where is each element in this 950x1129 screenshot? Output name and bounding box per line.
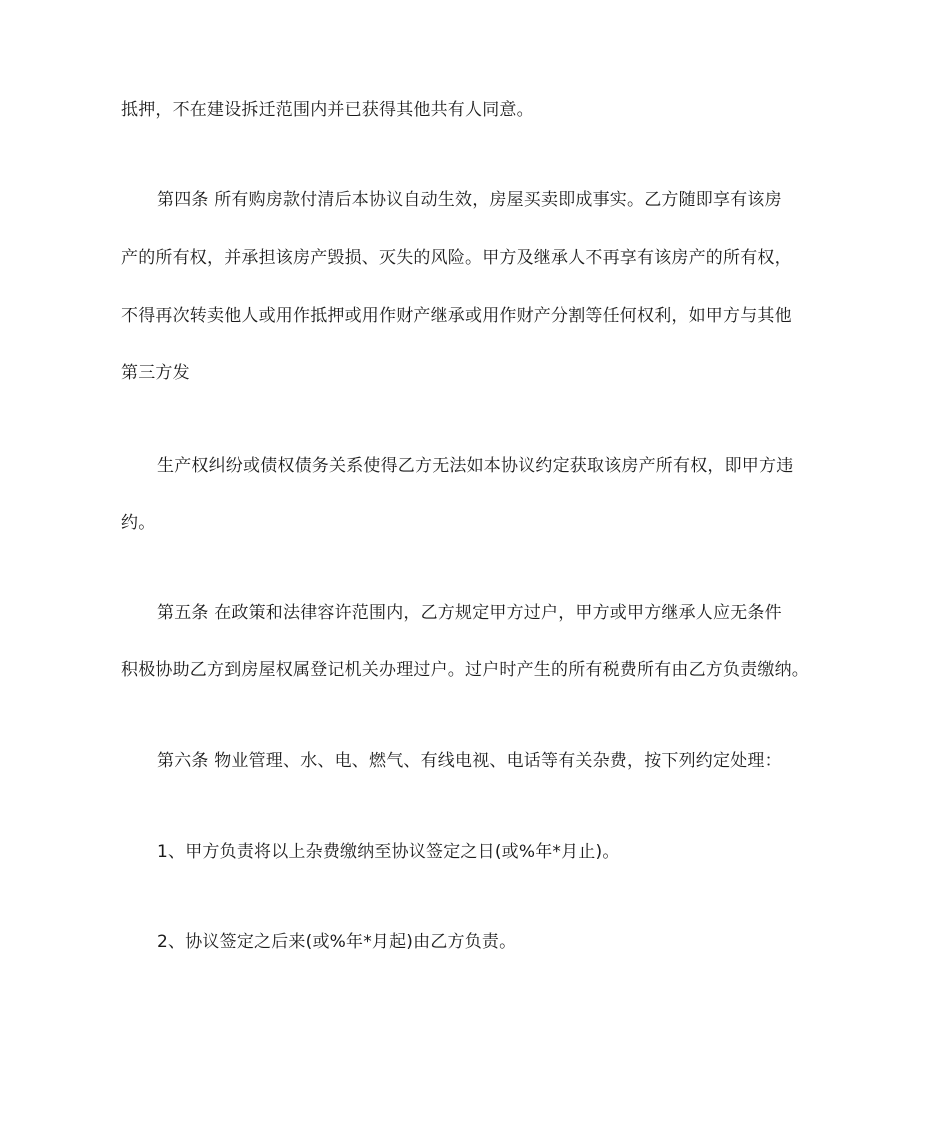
- text-line: 积极协助乙方到房屋权属登记机关办理过户。过户时产生的所有税费所有由乙方负责缴纳。: [121, 660, 809, 680]
- text-line: 2、协议签定之后来(或%年*月起)由乙方负责。: [157, 932, 517, 952]
- text-line: 第五条 在政策和法律容许范围内，乙方规定甲方过户，甲方或甲方继承人应无条件: [157, 603, 782, 623]
- text-line: 不得再次转卖他人或用作抵押或用作财产继承或用作财产分割等任何权利，如甲方与其他: [121, 306, 792, 326]
- text-line: 约。: [121, 513, 156, 533]
- text-line: 1、甲方负责将以上杂费缴纳至协议签定之日(或%年*月止)。: [157, 842, 620, 862]
- text-line: 生产权纠纷或债权债务关系使得乙方无法如本协议约定获取该房产所有权，即甲方违: [157, 456, 794, 476]
- text-line: 产的所有权，并承担该房产毁损、灭失的风险。甲方及继承人不再享有该房产的所有权，: [121, 248, 792, 268]
- text-line: 第六条 物业管理、水、电、燃气、有线电视、电话等有关杂费，按下列约定处理：: [157, 751, 782, 771]
- text-line: 第四条 所有购房款付清后本协议自动生效，房屋买卖即成事实。乙方随即享有该房: [157, 190, 782, 210]
- text-line: 抵押，不在建设拆迁范围内并已获得其他共有人同意。: [121, 100, 534, 120]
- text-line: 第三方发: [121, 363, 190, 383]
